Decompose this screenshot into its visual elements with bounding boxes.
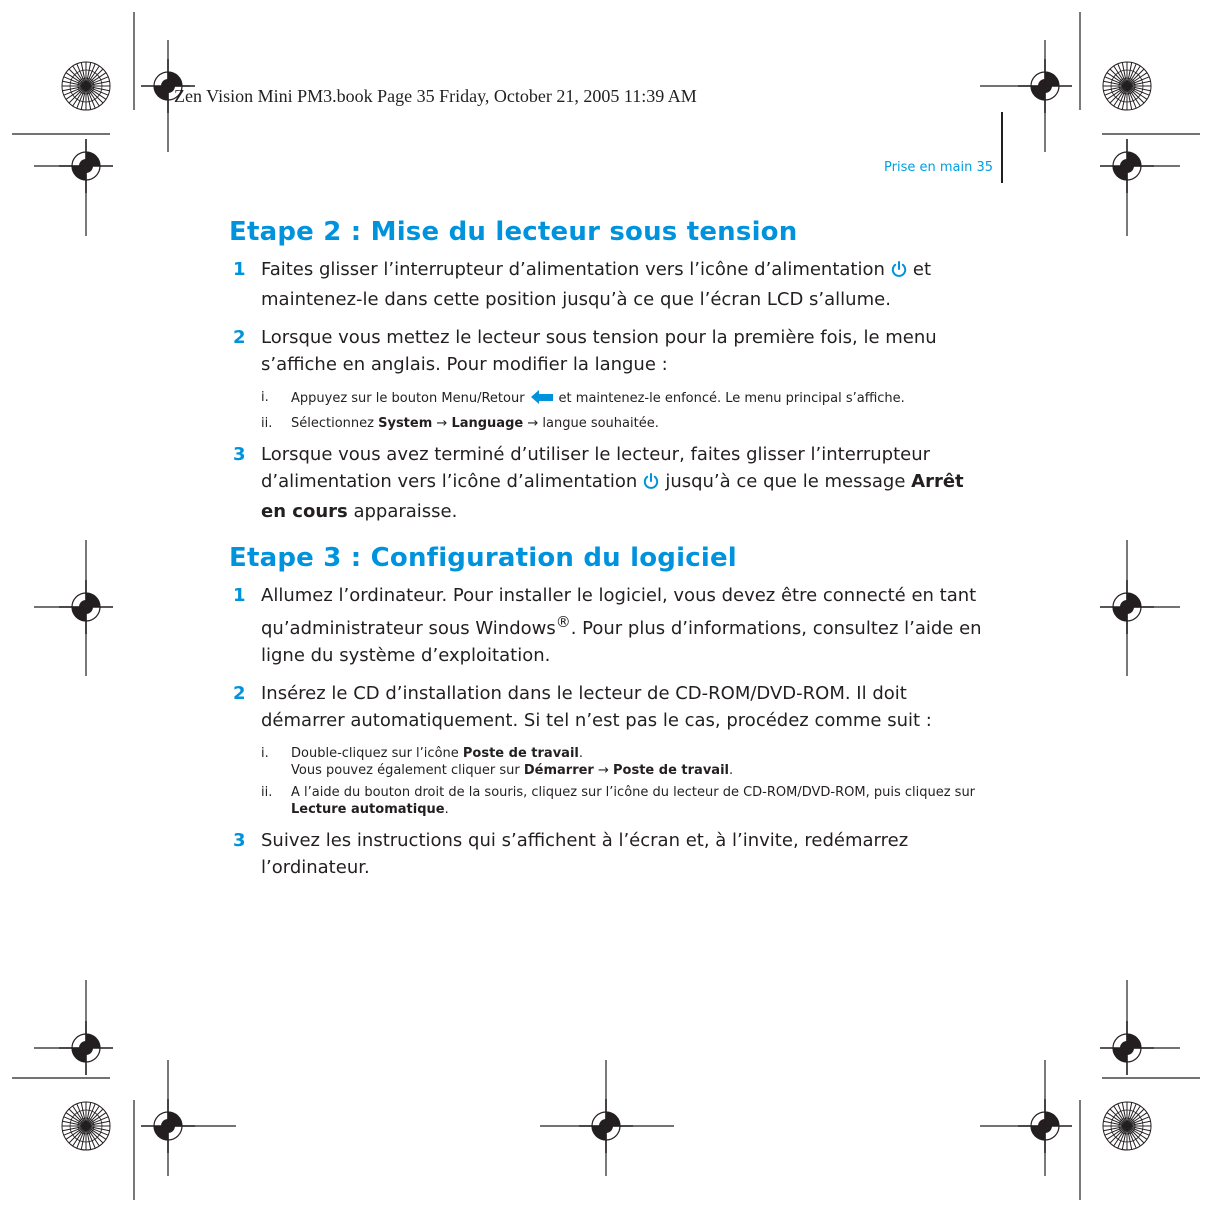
list-item xyxy=(229,827,989,881)
step-text: Allumez l’ordinateur. Pour installer le logiciel, vous devez être connecté en tant qu’administrateur sous Windows xyxy=(261,585,977,639)
sub-step-number: ii. xyxy=(261,416,273,431)
punctuation: . xyxy=(578,746,583,761)
sub-step-text: Double-cliquez sur l’icône xyxy=(291,746,463,761)
list-item xyxy=(229,582,989,669)
step-number: 2 xyxy=(233,327,246,348)
step-text: Lorsque vous avez terminé d’utiliser le lecteur, faites glisser l’interrupteur d’alimentation vers l’icône d’alimentation xyxy=(261,444,931,492)
poste-de-travail-label: Poste de travail xyxy=(613,763,729,778)
step-number: 3 xyxy=(233,444,246,465)
sub-step-number: ii. xyxy=(261,785,273,800)
sub-step-text: A l’aide du bouton droit de la souris, cliquez sur l’icône du lecteur de CD-ROM/DVD-ROM, puis cliquez sur xyxy=(291,785,976,800)
punctuation: . xyxy=(728,763,734,778)
arrow-glyph: → xyxy=(593,763,614,778)
sub-step-text: Appuyez sur le bouton Menu/Retour xyxy=(291,391,525,406)
back-arrow-icon xyxy=(530,389,554,410)
menu-path-language: Language xyxy=(451,416,524,431)
sub-step-number: i. xyxy=(261,746,269,761)
list-item xyxy=(229,324,989,378)
sub-step-text: et maintenez-le enfoncé. Le menu principal s’affiche. xyxy=(558,391,905,406)
list-item xyxy=(229,256,989,313)
sub-list-item xyxy=(229,745,989,779)
punctuation: . xyxy=(444,802,449,817)
message-name: Arrêt en cours xyxy=(261,471,964,522)
step-text: Faites glisser l’interrupteur d’alimentation vers l’icône d’alimentation xyxy=(261,259,885,280)
sub-step-text: Vous pouvez également cliquer sur xyxy=(291,763,524,778)
arrow-glyph: → xyxy=(523,416,543,431)
step-number: 2 xyxy=(233,683,246,704)
section-heading-step-3: Etape 3 : Configuration du logiciel xyxy=(229,543,737,573)
step-text: et maintenez-le dans cette position jusqu’à ce que l’écran LCD s’allume. xyxy=(261,259,932,310)
arrow-glyph: → xyxy=(432,416,452,431)
page-content xyxy=(229,217,989,892)
lecture-automatique-label: Lecture automatique xyxy=(291,802,445,817)
sub-list-item xyxy=(229,415,989,432)
power-icon xyxy=(890,259,908,286)
step-number: 1 xyxy=(233,259,246,280)
step-text: Lorsque vous mettez le lecteur sous tension pour la première fois, le menu s’affiche en anglais. Pour modifier la langue : xyxy=(261,327,937,375)
step-text: Suivez les instructions qui s’affichent à l’écran et, à l’invite, redémarrez l’ordinateur. xyxy=(261,830,909,878)
list-item xyxy=(229,680,989,734)
registered-mark: ® xyxy=(555,613,571,631)
step-text: jusqu’à ce que le message xyxy=(665,471,906,492)
poste-de-travail-label: Poste de travail xyxy=(462,746,579,761)
sub-step-text: langue souhaitée. xyxy=(542,416,659,431)
list-item xyxy=(229,441,989,525)
section-heading-step-2: Etape 2 : Mise du lecteur sous tension xyxy=(229,217,798,247)
step-text: . Pour plus d’informations, consultez l’aide en ligne du système d’exploitation. xyxy=(261,618,982,666)
running-head: Prise en main 35 xyxy=(884,160,993,175)
demarrer-label: Démarrer xyxy=(523,763,594,778)
step-text: apparaisse. xyxy=(347,501,458,522)
step-number: 3 xyxy=(233,830,246,851)
power-icon xyxy=(642,471,660,498)
sub-list-item xyxy=(229,389,989,410)
step-text: Insérez le CD d’installation dans le lecteur de CD-ROM/DVD-ROM. Il doit démarrer automatiquement. Si tel n’est pas le cas, procédez comme suit : xyxy=(261,683,932,731)
sub-step-number: i. xyxy=(261,390,269,405)
slug-line: Zen Vision Mini PM3.book Page 35 Friday, October 21, 2005 11:39 AM xyxy=(174,86,697,106)
menu-path-system: System xyxy=(378,416,433,431)
sub-list-item xyxy=(229,784,989,818)
sub-step-text: Sélectionnez xyxy=(291,416,379,431)
step-number: 1 xyxy=(233,585,246,606)
